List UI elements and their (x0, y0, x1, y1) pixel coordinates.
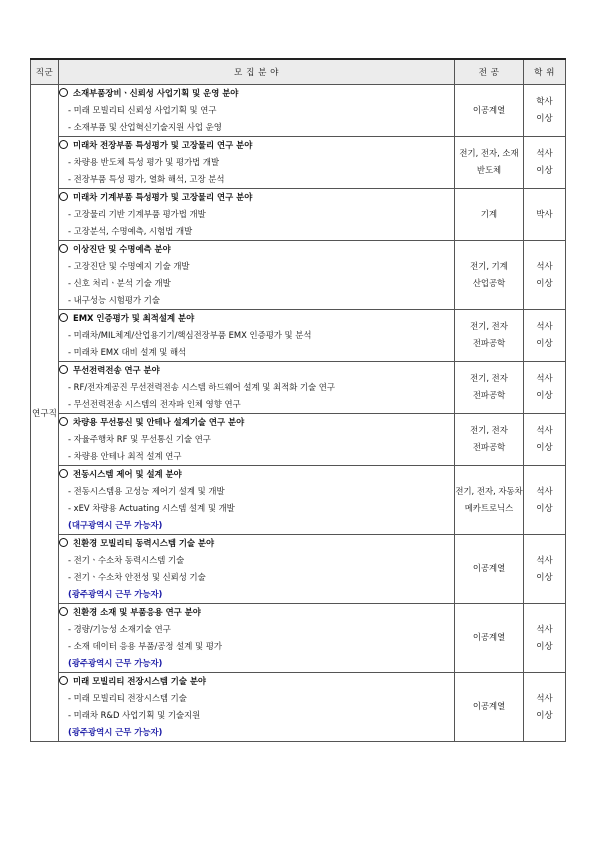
degree-text: 석사 (536, 373, 553, 383)
work-location-note: (광주광역시 근무 가능자) (68, 657, 163, 668)
degree-cell (524, 361, 566, 413)
table-row (31, 534, 566, 603)
field-title (59, 362, 454, 379)
field-detail-item: - 전기ㆍ수소차 동력시스템 기술 (68, 554, 185, 565)
table-row (31, 136, 566, 188)
major-text: 전기, 전자, 자동차 (455, 485, 523, 496)
field-cell (59, 136, 455, 188)
field-detail-item: - 소재부품 및 산업혁신기술지원 사업 운영 (68, 121, 222, 132)
degree-cell (524, 188, 566, 240)
major-cell (455, 465, 524, 534)
degree-text: 이상 (536, 709, 553, 720)
field-title (59, 241, 454, 258)
field-detail-item: - 전장부품 특성 평가, 열화 해석, 고장 분석 (68, 173, 225, 184)
table-row (31, 188, 566, 240)
circle-bullet-icon (59, 417, 68, 426)
degree-text: 박사 (536, 208, 553, 219)
work-location-note: (광주광역시 근무 가능자) (68, 588, 163, 599)
field-title-text: 미래차 기계부품 특성평가 및 고장물리 연구 분야 (73, 191, 253, 202)
major-cell (455, 240, 524, 309)
degree-text: 이상 (536, 277, 553, 288)
field-detail-item: - 미래차 R&D 사업기획 및 기술지원 (68, 709, 201, 720)
field-title-text: 미래차 전장부품 특성평가 및 고장물리 연구 분야 (73, 139, 253, 150)
field-detail-item: - 고장진단 및 수명예지 기술 개발 (68, 260, 190, 271)
field-title (59, 414, 454, 431)
field-detail-item: - 미래 모빌리티 전장시스템 기술 (68, 692, 187, 703)
degree-text: 석사 (536, 692, 553, 703)
major-text: 이공계열 (472, 632, 506, 642)
field-detail-item: - xEV 차량용 Actuating 시스템 설계 및 개발 (68, 502, 235, 513)
major-text: 전파공학 (472, 390, 506, 400)
circle-bullet-icon (59, 192, 68, 201)
field-title (59, 535, 454, 552)
field-detail-item: - 경량/기능성 소재기술 연구 (68, 623, 171, 634)
table-header-row (31, 59, 566, 84)
major-text: 전기, 전자 (470, 321, 508, 331)
field-cell (59, 361, 455, 413)
degree-cell (524, 84, 566, 136)
field-detail-item: - 소재 데이터 응용 부품/공정 설계 및 평가 (68, 640, 222, 651)
table-row (31, 84, 566, 136)
table-row (31, 309, 566, 361)
recruitment-table (30, 58, 566, 742)
field-detail-item: - 차량용 안테나 최적 설계 연구 (68, 450, 182, 461)
degree-text: 석사 (536, 485, 553, 496)
field-detail-item: - 미래차/MIL체계/산업용기기/핵심전장부품 EMX 인증평가 및 분석 (68, 329, 312, 340)
field-detail-item: - 고장분석, 수명예측, 시험법 개발 (68, 225, 193, 236)
major-cell (455, 136, 524, 188)
major-cell (455, 413, 524, 465)
field-cell (59, 413, 455, 465)
field-detail-item: - 고장물리 기반 기계부품 평가법 개발 (68, 208, 206, 219)
degree-text: 석사 (536, 321, 553, 331)
degree-cell (524, 240, 566, 309)
field-detail-item: - 차량용 반도체 특성 평가 및 평가법 개발 (68, 156, 220, 167)
field-title-text: 이상진단 및 수명예측 분야 (73, 243, 171, 254)
field-title-text: 미래 모빌리티 전장시스템 기술 분야 (73, 675, 207, 686)
field-cell (59, 603, 455, 672)
degree-cell (524, 672, 566, 741)
major-text: 기계 (480, 208, 498, 219)
table-row (31, 240, 566, 309)
major-text: 전기, 전자 (470, 425, 508, 435)
degree-text: 이상 (536, 640, 553, 651)
degree-cell (524, 465, 566, 534)
major-text: 전파공학 (472, 338, 506, 348)
job-type-cell: 연구직 (31, 84, 59, 741)
major-text: 이공계열 (472, 563, 506, 573)
degree-text: 석사 (536, 554, 553, 565)
major-text: 반도체 (476, 165, 502, 175)
degree-cell (524, 534, 566, 603)
major-cell (455, 188, 524, 240)
field-title (59, 604, 454, 621)
field-title (59, 466, 454, 483)
table-row (31, 413, 566, 465)
field-detail-item: - 무선전력전송 시스템의 전자파 인체 영향 연구 (68, 398, 241, 409)
table-row (31, 361, 566, 413)
header-job: 직군 (31, 59, 59, 84)
header-major: 전 공 (455, 59, 524, 84)
degree-text: 이상 (536, 165, 553, 175)
field-detail-item: - 미래차 EMX 대비 설계 및 해석 (68, 346, 187, 357)
major-cell (455, 84, 524, 136)
header-field: 모 집 분 야 (59, 59, 455, 84)
circle-bullet-icon (59, 244, 68, 253)
circle-bullet-icon (59, 88, 68, 97)
degree-cell (524, 603, 566, 672)
circle-bullet-icon (59, 469, 68, 478)
field-title (59, 85, 454, 102)
field-title-text: 무선전력전송 연구 분야 (73, 364, 160, 375)
circle-bullet-icon (59, 676, 68, 685)
degree-text: 석사 (536, 148, 553, 158)
table-row (31, 465, 566, 534)
degree-text: 이상 (536, 338, 553, 348)
degree-text: 학사 (536, 96, 553, 106)
degree-text: 석사 (536, 425, 553, 435)
circle-bullet-icon (59, 140, 68, 149)
degree-text: 이상 (536, 502, 553, 513)
major-text: 메카트로닉스 (464, 502, 514, 513)
major-cell (455, 361, 524, 413)
major-cell (455, 672, 524, 741)
degree-text: 석사 (536, 260, 553, 271)
field-detail-item: - 미래 모빌리티 신뢰성 사업기획 및 연구 (68, 104, 217, 115)
circle-bullet-icon (59, 538, 68, 547)
field-cell (59, 534, 455, 603)
major-text: 전기, 전자, 소재 (459, 148, 519, 158)
field-detail-item: - RF/전자계공진 무선전력전송 시스템 하드웨어 설계 및 최적화 기술 연구 (68, 381, 335, 392)
table-row (31, 672, 566, 741)
degree-cell (524, 413, 566, 465)
field-title-text: 소재부품장비ㆍ신뢰성 사업기획 및 운영 분야 (73, 87, 239, 98)
work-location-note: (대구광역시 근무 가능자) (68, 519, 163, 530)
circle-bullet-icon (59, 313, 68, 322)
field-cell (59, 672, 455, 741)
field-title-text: 차량용 무선통신 및 안테나 설계기술 연구 분야 (73, 416, 245, 427)
field-title (59, 673, 454, 690)
circle-bullet-icon (59, 365, 68, 374)
degree-cell (524, 309, 566, 361)
degree-text: 이상 (536, 113, 553, 123)
field-title (59, 137, 454, 154)
degree-text: 이상 (536, 442, 553, 452)
field-title-text: 전동시스템 제어 및 설계 분야 (73, 468, 182, 479)
major-text: 전기, 전자 (470, 373, 508, 383)
degree-text: 이상 (536, 571, 553, 582)
degree-text: 석사 (536, 623, 553, 634)
circle-bullet-icon (59, 607, 68, 616)
table-body (31, 84, 566, 741)
field-cell (59, 84, 455, 136)
major-text: 전파공학 (472, 442, 506, 452)
field-detail-item: - 신호 처리ㆍ분석 기술 개발 (68, 277, 171, 288)
major-text: 산업공학 (472, 277, 506, 288)
field-title (59, 310, 454, 327)
field-title-text: EMX 인증평가 및 최적설계 분야 (73, 312, 195, 323)
field-cell (59, 240, 455, 309)
field-detail-item: - 내구성능 시험평가 기술 (68, 294, 160, 305)
field-detail-item: - 전기ㆍ수소차 안전성 및 신뢰성 기술 (68, 571, 206, 582)
field-cell (59, 188, 455, 240)
field-cell (59, 465, 455, 534)
field-cell (59, 309, 455, 361)
major-text: 이공계열 (472, 104, 506, 115)
major-cell (455, 309, 524, 361)
table-row (31, 603, 566, 672)
field-title-text: 친환경 모빌리티 동력시스템 기술 분야 (73, 537, 215, 548)
field-detail-item: - 자율주행차 RF 및 무선통신 기술 연구 (68, 433, 211, 444)
major-cell (455, 603, 524, 672)
field-title-text: 친환경 소재 및 부품응용 연구 분야 (73, 606, 201, 617)
field-title (59, 189, 454, 206)
field-detail-item: - 전동시스템용 고성능 제어기 설계 및 개발 (68, 485, 225, 496)
degree-cell (524, 136, 566, 188)
major-text: 전기, 기계 (470, 260, 508, 271)
major-text: 이공계열 (472, 701, 506, 711)
degree-text: 이상 (536, 390, 553, 400)
major-cell (455, 534, 524, 603)
header-degree: 학 위 (524, 59, 566, 84)
work-location-note: (광주광역시 근무 가능자) (68, 726, 163, 737)
